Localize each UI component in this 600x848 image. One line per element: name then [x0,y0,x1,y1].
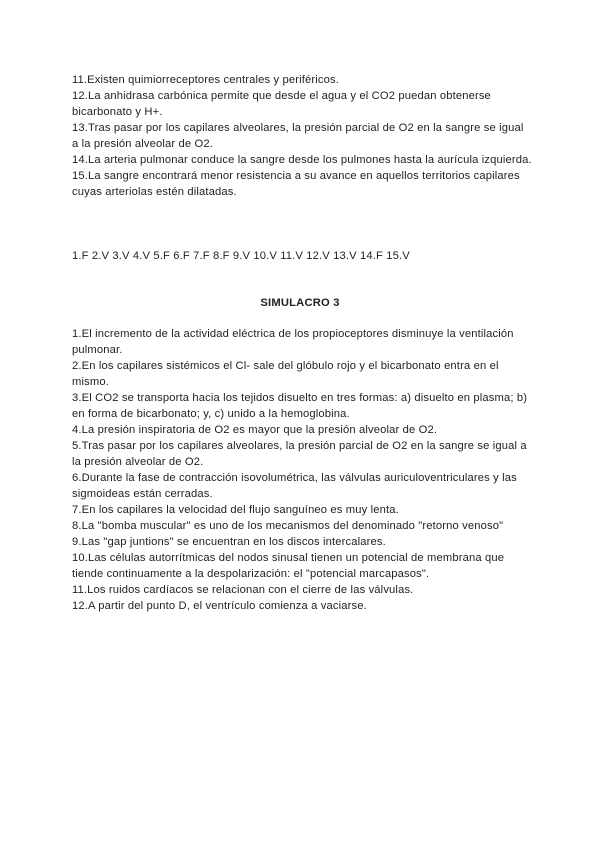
simulacro-statement-list [72,326,532,614]
statement-item: 7.En los capilares la velocidad del flujo sanguíneo es muy lenta. [72,504,399,516]
statement-item: 5.Tras pasar por los capilares alveolares, la presión parcial de O2 en la sangre se igual a la presión alveolar de O2. [72,440,527,468]
section-title: SIMULACRO 3 [260,297,340,309]
statement-item: 15.La sangre encontrará menor resistencia a su avance en aquellos territorios capilares cuyas arteriolas estén dilatadas. [72,170,520,198]
statement-item: 4.La presión inspiratoria de O2 es mayor que la presión alveolar de O2. [72,424,438,436]
statement-item: 11.Existen quimiorreceptores centrales y periféricos. [72,74,340,86]
statement-item: 12.La anhidrasa carbónica permite que desde el agua y el CO2 puedan obtenerse bicarbonato y H+. [72,90,491,118]
statement-item: 12.A partir del punto D, el ventrículo comienza a vaciarse. [72,600,367,612]
statement-item: 11.Los ruidos cardíacos se relacionan con el cierre de las válvulas. [72,584,414,596]
statement-item: 13.Tras pasar por los capilares alveolares, la presión parcial de O2 en la sangre se igual a la presión alveolar de O2. [72,122,524,150]
statement-item: 1.El incremento de la actividad eléctrica de los propioceptores disminuye la ventilación pulmonar. [72,328,514,356]
statement-item: 14.La arteria pulmonar conduce la sangre desde los pulmones hasta la aurícula izquierda. [72,154,532,166]
answer-key: 1.F 2.V 3.V 4.V 5.F 6.F 7.F 8.F 9.V 10.V 11.V 12.V 13.V 14.F 15.V [72,250,410,262]
statement-item: 9.Las "gap juntions" se encuentran en los discos intercalares. [72,536,386,548]
statement-item: 8.La "bomba muscular" es uno de los mecanismos del denominado "retorno venoso" [72,520,504,532]
statement-item: 10.Las células autorrítmicas del nodos sinusal tienen un potencial de membrana que tiende continuamente a la despolarización: el "potencial marcapasos". [72,552,505,580]
statement-item: 3.El CO2 se transporta hacia los tejidos disuelto en tres formas: a) disuelto en plasma; b) en forma de bicarbonato; y, c) unido a la hemoglobina. [72,392,528,420]
statement-item: 2.En los capilares sistémicos el Cl- sale del glóbulo rojo y el bicarbonato entra en el mismo. [72,360,499,388]
statement-item: 6.Durante la fase de contracción isovolumétrica, las válvulas auriculoventriculares y las sigmoideas están cerradas. [72,472,517,500]
intro-statement-list [72,72,532,200]
